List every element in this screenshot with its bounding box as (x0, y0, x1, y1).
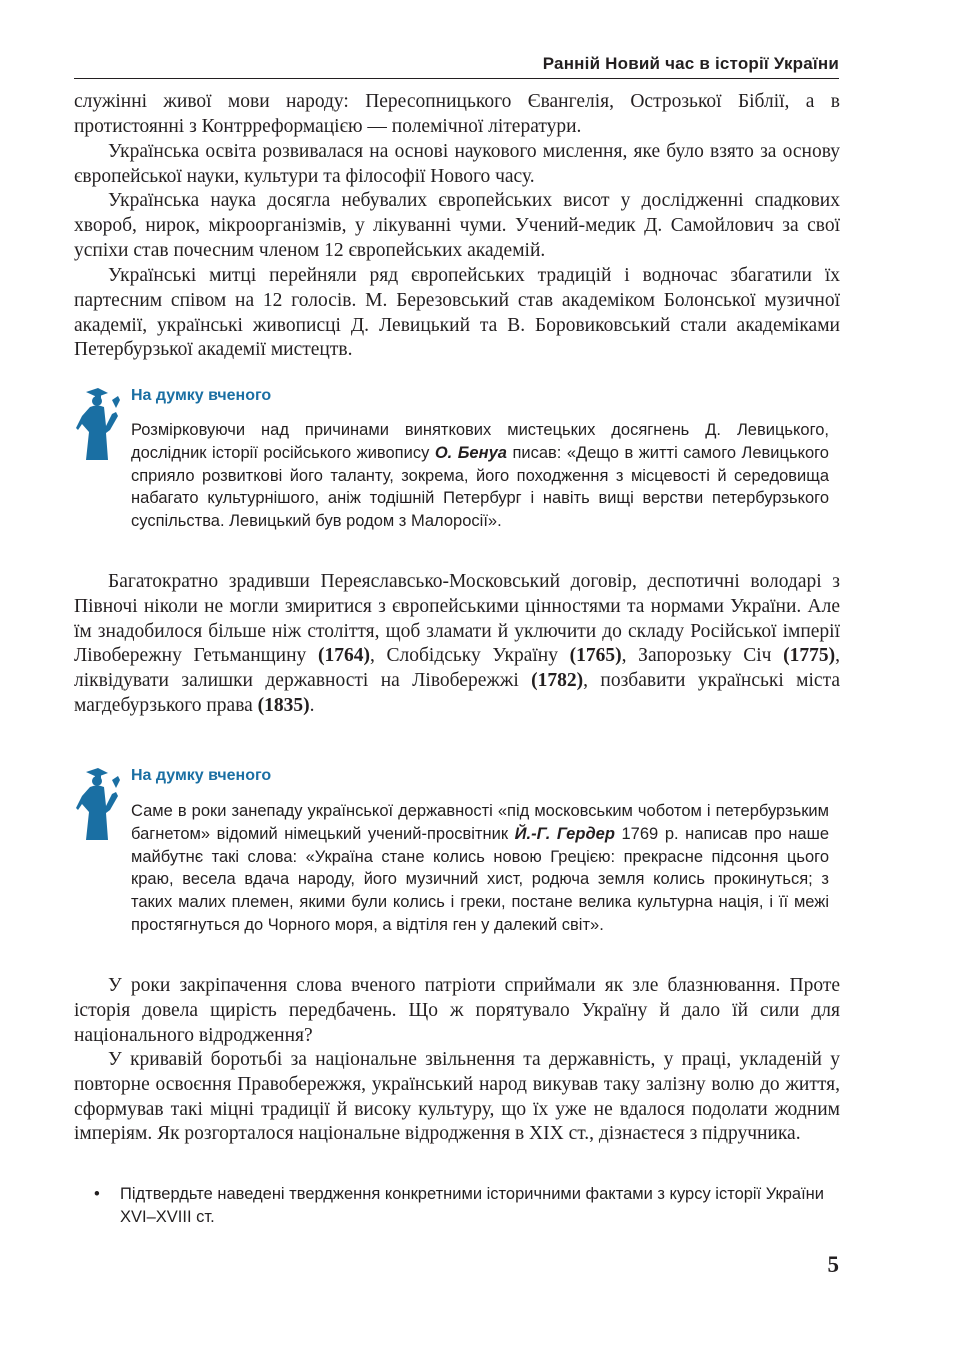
quote-1-heading: На думку вченого (131, 387, 272, 404)
quote-2-body: Саме в роки занепаду української державності «під московським чоботом і петербурзьким багнетом» відомий німецький учений-просвітник Й.-Г. Гердер 1769 р. написав про наше майбутнє такі слова: «Україна стане колись новою Грецією: прекрасне підсоння цього краю, весела вдача народу, його музичний хист, родюча земля колись прокинуться; з таких малих племен, якими були колись і греки, постане велика культурна нація, і її межі простягнуться до Чорного моря, а відтіля ген у далекий світ». (131, 802, 830, 934)
paragraph-7: У кривавій боротьбі за національне звільнення та державність, у праці, укладеній у повторне освоєння Правобережжя, український народ викував таку залізну волю до життя, сформував такі міцні традиції й високу культуру, що їх уже не вдалося подолати жодним імперіям. Як розгорталося національне відродження в XIX ст., дізнаєтеся з підручника. (74, 1049, 840, 1145)
paragraph-2: Українська освіта розвивалася на основі наукового мислення, яке було взято за основу європейської науки, культури та філософії Нового часу. (74, 141, 840, 187)
quote-1-author: О. Бенуа (434, 443, 507, 462)
task-list-item (94, 1183, 840, 1228)
header-divider (74, 78, 839, 79)
paragraph-5: Багатократно зрадивши Переяславсько-Московський договір, деспотичні володарі з Півночі ніколи не могли змиритися з європейськими цінностями та нормами України. Але їм знадобилося більше ніж століття, щоб зламати й уключити до складу Російської імперії Лівобережну Гетьманщину (1764), Слобідську Україну (1765), Запорозьку Січ (1775), ліквідувати залишки державності на Лівобережжі (1782), позбавити українські міста магдебурзького права (1835). (74, 571, 840, 716)
graduate-scholar-icon (72, 386, 124, 464)
task-text: Підтвердьте наведені твердження конкретними історичними фактами з курсу історії України XVI–XVIII ст. (120, 1185, 824, 1226)
paragraph-1: служінні живої мови народу: Пересопницького Євангелія, Острозької Біблії, а в протистоянні з Контрреформацією — полемічної літератури. (74, 91, 840, 137)
quote-2-author: Й.-Г. Гердер (514, 824, 615, 843)
page-number: 5 (827, 1252, 839, 1277)
paragraph-3: Українська наука досягла небувалих європейських висот у дослідженні спадкових хвороб, нирок, мікроорганізмів, у лікуванні чуми. Учений-медик Д. Самойлович за свої успіхи став почесним членом 12 європейських академій. (74, 190, 840, 261)
quote-2-heading: На думку вченого (131, 767, 272, 784)
paragraph-6: У роки закріпачення слова вченого патріоти сприймали як зле блазнювання. Проте історія довела щирість передбачень. Що ж порятувало Україну й дало їй сили для національного відродження? (74, 975, 840, 1046)
bullet-icon: • (94, 1185, 100, 1203)
paragraph-4: Українські митці перейняли ряд європейських традицій і водночас збагатили їх партесним співом на 12 голосів. М. Березовський став академіком Болонської музичної академії, українські живописці Д. Левицький та В. Боровиковський стали академіками Петербурзької академії мистецтв. (74, 265, 840, 361)
running-header-title: Ранній Новий час в історії України (542, 54, 839, 73)
graduate-scholar-icon (72, 766, 124, 844)
quote-1-body: Розмірковуючи над причинами виняткових мистецьких досягнень Д. Левицького, дослідник історії російського живопису О. Бенуа писав: «Дещо в житті самого Левицького сприяло розвиткові його таланту, зокрема, його походження з місцевості й середовища набагато культурнішого, аніж тодішній Петербург і навіть вищі верстви петербурзького суспільства. Левицький був родом з Малоросії». (131, 421, 829, 531)
